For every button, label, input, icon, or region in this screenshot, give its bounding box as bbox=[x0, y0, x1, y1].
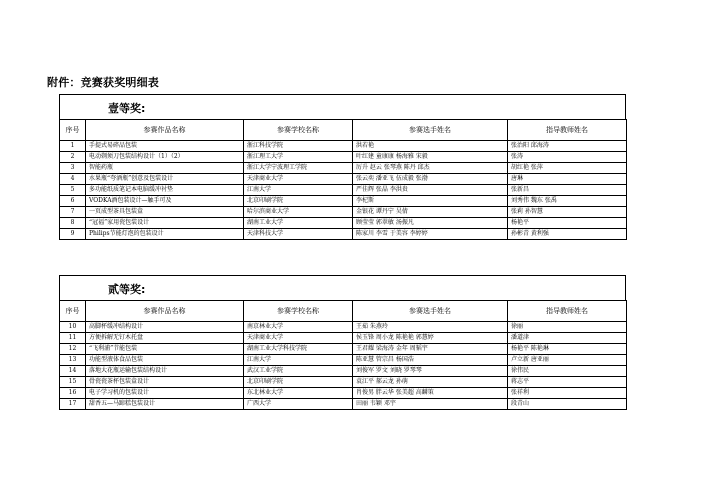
cell-advisors: 孙彬青 黄利强 bbox=[508, 229, 627, 240]
cell-school: 湖南工业大学 bbox=[244, 218, 353, 229]
cell-advisors: 徐丽 bbox=[508, 322, 627, 333]
cell-seq: 17 bbox=[60, 399, 86, 410]
cell-seq: 1 bbox=[60, 141, 86, 152]
cell-work-name: VODKA酒包装设计—触手可及 bbox=[86, 196, 244, 207]
table-row bbox=[60, 196, 627, 207]
cell-school: 浙江科技学院 bbox=[244, 141, 353, 152]
cell-work-name: 手提式易碎品包装 bbox=[86, 141, 244, 152]
section-heading bbox=[59, 275, 626, 300]
cell-work-name: 功能型液体食品包装 bbox=[86, 355, 244, 366]
header-seq: 序号 bbox=[60, 301, 86, 322]
cell-work-name: 电动剃须刀包装结构设计（1）（2） bbox=[86, 152, 244, 163]
table-row bbox=[60, 174, 627, 185]
header-students: 参赛选手姓名 bbox=[353, 301, 508, 322]
cell-students: 叶红建 童康康 杨海雅 宋毅 bbox=[353, 152, 508, 163]
cell-work-name: 骨瓷瓷茶杯包装盒设计 bbox=[86, 377, 244, 388]
cell-seq: 5 bbox=[60, 185, 86, 196]
cell-school: 天津商业大学 bbox=[244, 333, 353, 344]
cell-students: 洪若艳 bbox=[353, 141, 508, 152]
cell-seq: 8 bbox=[60, 218, 86, 229]
cell-students: 刘俊军 罗文 刘晓 罗琴琴 bbox=[353, 366, 508, 377]
cell-work-name: 多功能纸质笔记本电脑缓冲衬垫 bbox=[86, 185, 244, 196]
page-title: 附件：竞赛获奖明细表 bbox=[47, 76, 159, 89]
cell-advisors: 张莉 孙智慧 bbox=[508, 207, 627, 218]
cell-seq: 3 bbox=[60, 163, 86, 174]
cell-work-name: Philips节能灯泡的包装设计 bbox=[86, 229, 244, 240]
cell-work-name: 落地大花瓶运输包装结构设计 bbox=[86, 366, 244, 377]
cell-seq: 2 bbox=[60, 152, 86, 163]
cell-students: 袁江平 郝云龙 孙萌 bbox=[353, 377, 508, 388]
header-work-name: 参赛作品名称 bbox=[86, 301, 244, 322]
award-table bbox=[59, 300, 627, 410]
header-school: 参赛学校名称 bbox=[244, 120, 353, 141]
cell-school: 北京印刷学院 bbox=[244, 377, 353, 388]
cell-students: 田丽 韦颖 邓宇 bbox=[353, 399, 508, 410]
cell-school: 哈尔滨商业大学 bbox=[244, 207, 353, 218]
table-row bbox=[60, 185, 627, 196]
award-table bbox=[59, 119, 627, 240]
cell-work-name: 水果瓶“夸酒瓶”创意及包装设计 bbox=[86, 174, 244, 185]
cell-school: 江南大学 bbox=[244, 185, 353, 196]
cell-seq: 14 bbox=[60, 366, 86, 377]
table-row bbox=[60, 355, 627, 366]
cell-students: 王君耀 梁海涛 金年 周韬宇 bbox=[353, 344, 508, 355]
table-row bbox=[60, 366, 627, 377]
header-work-name: 参赛作品名称 bbox=[86, 120, 244, 141]
table-row bbox=[60, 229, 627, 240]
table-row bbox=[60, 207, 627, 218]
table-row bbox=[60, 163, 627, 174]
cell-school: 天津科技大学 bbox=[244, 229, 353, 240]
cell-work-name: 智能药瓶 bbox=[86, 163, 244, 174]
cell-school: 东北林业大学 bbox=[244, 388, 353, 399]
header-seq: 序号 bbox=[60, 120, 86, 141]
cell-seq: 10 bbox=[60, 322, 86, 333]
cell-work-name: 高脚杯缓冲结构设计 bbox=[86, 322, 244, 333]
table-header-row bbox=[60, 120, 627, 141]
cell-advisors: 潘道津 bbox=[508, 333, 627, 344]
cell-students: 王茹 朱燕玲 bbox=[353, 322, 508, 333]
header-school: 参赛学校名称 bbox=[244, 301, 353, 322]
section-label: 贰等奖: bbox=[108, 283, 146, 296]
cell-students: 侯玉锋 周小龙 陈艳艳 郭慧婷 bbox=[353, 333, 508, 344]
cell-students: 厉升 赵云 张琴燕 陈丹 邱杰 bbox=[353, 163, 508, 174]
cell-advisors: 卢立新 唐亚丽 bbox=[508, 355, 627, 366]
table-row bbox=[60, 377, 627, 388]
cell-students: 顾莹莹 郭翠敏 汤振凡 bbox=[353, 218, 508, 229]
cell-school: 天津商业大学 bbox=[244, 174, 353, 185]
cell-advisors: 刘秀伟 魏东 张禹 bbox=[508, 196, 627, 207]
award-section-second bbox=[59, 275, 626, 410]
cell-seq: 7 bbox=[60, 207, 86, 218]
cell-advisors: 张涛 bbox=[508, 152, 627, 163]
cell-school: 南京林业大学 bbox=[244, 322, 353, 333]
cell-school: 北京印刷学院 bbox=[244, 196, 353, 207]
table-row bbox=[60, 333, 627, 344]
cell-seq: 9 bbox=[60, 229, 86, 240]
cell-students: 陈亚慧 管宗昌 杨国浩 bbox=[353, 355, 508, 366]
cell-advisors: 张治阳 邱海涛 bbox=[508, 141, 627, 152]
cell-students: 张云奕 潘亚飞 伍成毅 张渤 bbox=[353, 174, 508, 185]
cell-seq: 11 bbox=[60, 333, 86, 344]
table-row bbox=[60, 344, 627, 355]
cell-seq: 12 bbox=[60, 344, 86, 355]
cell-school: 江南大学 bbox=[244, 355, 353, 366]
header-advisors: 指导教师姓名 bbox=[508, 301, 627, 322]
cell-school: 武汉工业学院 bbox=[244, 366, 353, 377]
table-header-row bbox=[60, 301, 627, 322]
cell-students: 陈家川 李雪 于美容 李婷婷 bbox=[353, 229, 508, 240]
cell-seq: 15 bbox=[60, 377, 86, 388]
cell-students: 严佳辉 张晶 李洪贵 bbox=[353, 185, 508, 196]
cell-advisors: 张祥利 bbox=[508, 388, 627, 399]
cell-work-name: “冠福”家用瓷包装设计 bbox=[86, 218, 244, 229]
cell-school: 浙江大学宁波理工学院 bbox=[244, 163, 353, 174]
cell-seq: 16 bbox=[60, 388, 86, 399]
cell-work-name: 一页成型茶具包装盒 bbox=[86, 207, 244, 218]
cell-students: 肖俊男 胖云华 张美超 高麟策 bbox=[353, 388, 508, 399]
cell-advisors: 杨艳平 bbox=[508, 218, 627, 229]
cell-seq: 6 bbox=[60, 196, 86, 207]
cell-advisors: 张新昌 bbox=[508, 185, 627, 196]
cell-seq: 13 bbox=[60, 355, 86, 366]
table-row bbox=[60, 388, 627, 399]
table-row bbox=[60, 141, 627, 152]
table-row bbox=[60, 218, 627, 229]
section-heading bbox=[59, 94, 626, 119]
cell-work-name: 甜香五—马蹄糕包装设计 bbox=[86, 399, 244, 410]
cell-students: 金银花 谭丹宁 吴倩 bbox=[353, 207, 508, 218]
cell-advisors: 徐伟民 bbox=[508, 366, 627, 377]
table-row bbox=[60, 399, 627, 410]
cell-students: 李杞斯 bbox=[353, 196, 508, 207]
cell-school: 浙江理工大学 bbox=[244, 152, 353, 163]
table-row bbox=[60, 152, 627, 163]
cell-work-name: “飞利浦”节能包装 bbox=[86, 344, 244, 355]
cell-school: 广西大学 bbox=[244, 399, 353, 410]
cell-school: 湖南工业大学科技学院 bbox=[244, 344, 353, 355]
section-label: 壹等奖: bbox=[108, 102, 146, 115]
cell-work-name: 方便拆解无钉木托盘 bbox=[86, 333, 244, 344]
cell-advisors: 蒋志平 bbox=[508, 377, 627, 388]
cell-advisors: 段青山 bbox=[508, 399, 627, 410]
table-row bbox=[60, 322, 627, 333]
header-advisors: 指导教师姓名 bbox=[508, 120, 627, 141]
cell-advisors: 胡红艳 张萍 bbox=[508, 163, 627, 174]
award-section-first bbox=[59, 94, 626, 240]
cell-work-name: 电子学习机的包装设计 bbox=[86, 388, 244, 399]
cell-advisors: 唐琳 bbox=[508, 174, 627, 185]
cell-advisors: 杨艳平 陈艳琳 bbox=[508, 344, 627, 355]
header-students: 参赛选手姓名 bbox=[353, 120, 508, 141]
cell-seq: 4 bbox=[60, 174, 86, 185]
